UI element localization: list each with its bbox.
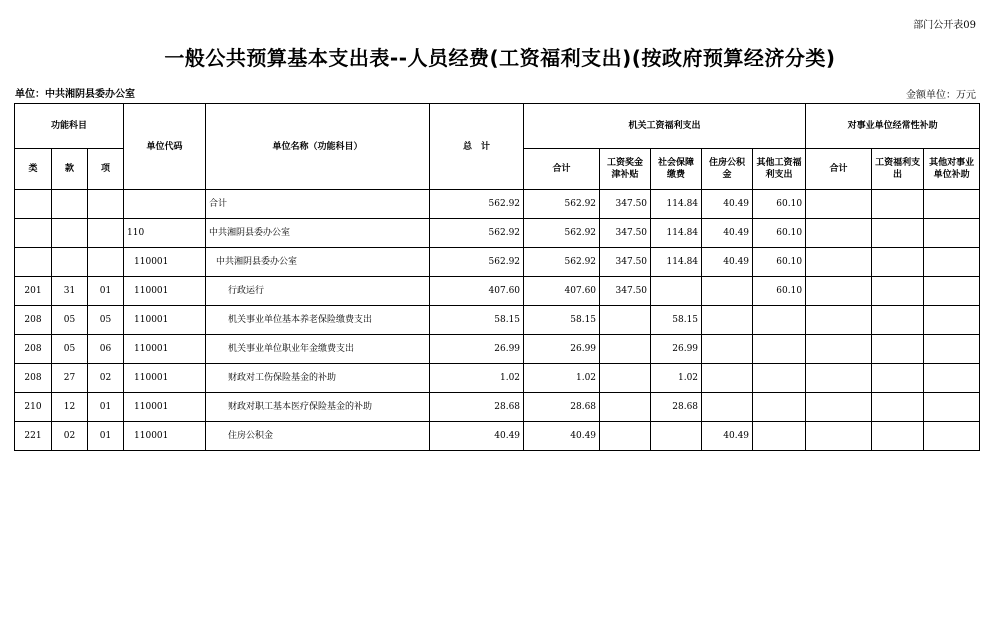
table-row [15, 219, 980, 248]
cell-org-social: 114.84 [651, 248, 702, 277]
cell-lei [15, 190, 52, 219]
cell-org-sum: 1.02 [524, 364, 600, 393]
cell-org-other: 60.10 [753, 190, 806, 219]
cell-org-other: 60.10 [753, 248, 806, 277]
page-title: 一般公共预算基本支出表--人员经费(工资福利支出)(按政府预算经济分类) [164, 46, 836, 70]
cell-inst-sum [806, 306, 872, 335]
cell-org-other [753, 335, 806, 364]
cell-lei [15, 248, 52, 277]
cell-org-social: 26.99 [651, 335, 702, 364]
cell-kuan: 27 [52, 364, 88, 393]
cell-org-sum: 26.99 [524, 335, 600, 364]
cell-unit-code: 110001 [124, 364, 206, 393]
header-inst-sum: 合计 [806, 149, 872, 190]
cell-org-social [651, 277, 702, 306]
cell-unit-name: 财政对职工基本医疗保险基金的补助 [206, 393, 430, 422]
cell-org-sum: 58.15 [524, 306, 600, 335]
cell-org-bonus [600, 364, 651, 393]
cell-org-sum: 562.92 [524, 248, 600, 277]
cell-xiang: 01 [88, 277, 124, 306]
cell-xiang [88, 190, 124, 219]
cell-total: 562.92 [430, 190, 524, 219]
cell-xiang [88, 219, 124, 248]
header-org-bonus: 工资奖金津补贴 [600, 149, 651, 190]
cell-lei: 208 [15, 364, 52, 393]
cell-inst-sum [806, 364, 872, 393]
cell-lei: 208 [15, 306, 52, 335]
cell-unit-code: 110001 [124, 393, 206, 422]
cell-org-bonus: 347.50 [600, 248, 651, 277]
cell-org-housing: 40.49 [702, 248, 753, 277]
cell-inst-sum [806, 219, 872, 248]
cell-unit-name: 机关事业单位职业年金缴费支出 [206, 335, 430, 364]
table-row [15, 422, 980, 451]
cell-org-housing: 40.49 [702, 219, 753, 248]
cell-inst-wage [872, 422, 924, 451]
cell-org-other [753, 393, 806, 422]
table-row [15, 277, 980, 306]
header-org-other: 其他工资福利支出 [753, 149, 806, 190]
cell-org-sum: 28.68 [524, 393, 600, 422]
cell-unit-code: 110001 [124, 248, 206, 277]
cell-lei: 201 [15, 277, 52, 306]
unit-label: 单位：中共湘阴县委办公室 [15, 89, 135, 100]
cell-xiang: 01 [88, 393, 124, 422]
header-lei: 类 [15, 149, 52, 190]
budget-table [14, 103, 980, 451]
cell-org-housing [702, 306, 753, 335]
cell-inst-other [924, 364, 980, 393]
cell-org-social: 28.68 [651, 393, 702, 422]
cell-org-sum: 562.92 [524, 190, 600, 219]
cell-org-other: 60.10 [753, 277, 806, 306]
cell-kuan: 31 [52, 277, 88, 306]
cell-org-other: 60.10 [753, 219, 806, 248]
cell-unit-name: 中共湘阴县委办公室 [206, 219, 430, 248]
cell-inst-wage [872, 393, 924, 422]
cell-unit-name: 行政运行 [206, 277, 430, 306]
cell-org-sum: 407.60 [524, 277, 600, 306]
table-row [15, 393, 980, 422]
cell-xiang: 02 [88, 364, 124, 393]
cell-inst-sum [806, 422, 872, 451]
cell-inst-other [924, 219, 980, 248]
cell-total: 40.49 [430, 422, 524, 451]
cell-inst-sum [806, 335, 872, 364]
table-row [15, 190, 980, 219]
cell-org-housing [702, 335, 753, 364]
cell-unit-name: 财政对工伤保险基金的补助 [206, 364, 430, 393]
cell-total: 26.99 [430, 335, 524, 364]
cell-unit-name: 中共湘阴县委办公室 [206, 248, 430, 277]
cell-org-social [651, 422, 702, 451]
cell-org-bonus: 347.50 [600, 190, 651, 219]
cell-inst-wage [872, 219, 924, 248]
cell-unit-name: 合计 [206, 190, 430, 219]
cell-unit-code: 110001 [124, 306, 206, 335]
cell-org-other [753, 364, 806, 393]
cell-inst-other [924, 277, 980, 306]
cell-total: 1.02 [430, 364, 524, 393]
header-org-social: 社会保障缴费 [651, 149, 702, 190]
cell-inst-wage [872, 277, 924, 306]
header-kuan: 款 [52, 149, 88, 190]
cell-inst-other [924, 393, 980, 422]
cell-inst-other [924, 248, 980, 277]
header-func-subject: 功能科目 [15, 104, 124, 149]
cell-inst-other [924, 190, 980, 219]
cell-inst-sum [806, 248, 872, 277]
cell-unit-code: 110001 [124, 335, 206, 364]
cell-unit-code: 110001 [124, 422, 206, 451]
cell-unit-name: 住房公积金 [206, 422, 430, 451]
header-total: 总 计 [430, 104, 524, 190]
header-unit-name: 单位名称（功能科目） [206, 104, 430, 190]
table-row [15, 364, 980, 393]
cell-inst-wage [872, 335, 924, 364]
cell-xiang [88, 248, 124, 277]
cell-org-bonus [600, 335, 651, 364]
header-org-housing: 住房公积金 [702, 149, 753, 190]
cell-inst-wage [872, 248, 924, 277]
cell-xiang: 01 [88, 422, 124, 451]
cell-org-housing [702, 393, 753, 422]
header-org-group: 机关工资福利支出 [524, 104, 806, 149]
header-inst-wage: 工资福利支出 [872, 149, 924, 190]
cell-xiang: 05 [88, 306, 124, 335]
cell-total: 562.92 [430, 219, 524, 248]
cell-lei: 208 [15, 335, 52, 364]
cell-org-housing: 40.49 [702, 190, 753, 219]
cell-org-housing [702, 277, 753, 306]
cell-org-bonus: 347.50 [600, 219, 651, 248]
header-xiang: 项 [88, 149, 124, 190]
header-unit-code: 单位代码 [124, 104, 206, 190]
cell-total: 28.68 [430, 393, 524, 422]
cell-kuan: 12 [52, 393, 88, 422]
cell-total: 407.60 [430, 277, 524, 306]
cell-kuan: 02 [52, 422, 88, 451]
table-row [15, 335, 980, 364]
cell-org-bonus [600, 393, 651, 422]
header-inst-group: 对事业单位经常性补助 [806, 104, 980, 149]
table-number-note: 部门公开表09 [913, 20, 976, 31]
cell-org-bonus: 347.50 [600, 277, 651, 306]
header-row-1 [15, 104, 980, 149]
cell-org-bonus [600, 306, 651, 335]
cell-total: 58.15 [430, 306, 524, 335]
cell-lei: 210 [15, 393, 52, 422]
cell-inst-wage [872, 190, 924, 219]
cell-org-bonus [600, 422, 651, 451]
cell-kuan: 05 [52, 335, 88, 364]
cell-unit-code: 110 [124, 219, 206, 248]
cell-org-housing [702, 364, 753, 393]
header-org-sum: 合计 [524, 149, 600, 190]
cell-kuan [52, 190, 88, 219]
cell-org-housing: 40.49 [702, 422, 753, 451]
cell-inst-other [924, 422, 980, 451]
cell-lei: 221 [15, 422, 52, 451]
cell-org-sum: 40.49 [524, 422, 600, 451]
cell-inst-wage [872, 364, 924, 393]
amount-unit-label: 金额单位：万元 [906, 90, 976, 101]
cell-lei [15, 219, 52, 248]
cell-org-sum: 562.92 [524, 219, 600, 248]
cell-org-social: 1.02 [651, 364, 702, 393]
cell-org-other [753, 306, 806, 335]
cell-total: 562.92 [430, 248, 524, 277]
cell-org-social: 114.84 [651, 219, 702, 248]
cell-kuan [52, 248, 88, 277]
cell-inst-sum [806, 393, 872, 422]
cell-org-social: 114.84 [651, 190, 702, 219]
cell-inst-sum [806, 190, 872, 219]
cell-inst-sum [806, 277, 872, 306]
cell-inst-wage [872, 306, 924, 335]
table-row [15, 306, 980, 335]
cell-org-other [753, 422, 806, 451]
cell-unit-code: 110001 [124, 277, 206, 306]
header-inst-other: 其他对事业单位补助 [924, 149, 980, 190]
cell-inst-other [924, 306, 980, 335]
table-row [15, 248, 980, 277]
cell-kuan [52, 219, 88, 248]
cell-org-social: 58.15 [651, 306, 702, 335]
cell-inst-other [924, 335, 980, 364]
cell-xiang: 06 [88, 335, 124, 364]
cell-kuan: 05 [52, 306, 88, 335]
cell-unit-code [124, 190, 206, 219]
cell-unit-name: 机关事业单位基本养老保险缴费支出 [206, 306, 430, 335]
